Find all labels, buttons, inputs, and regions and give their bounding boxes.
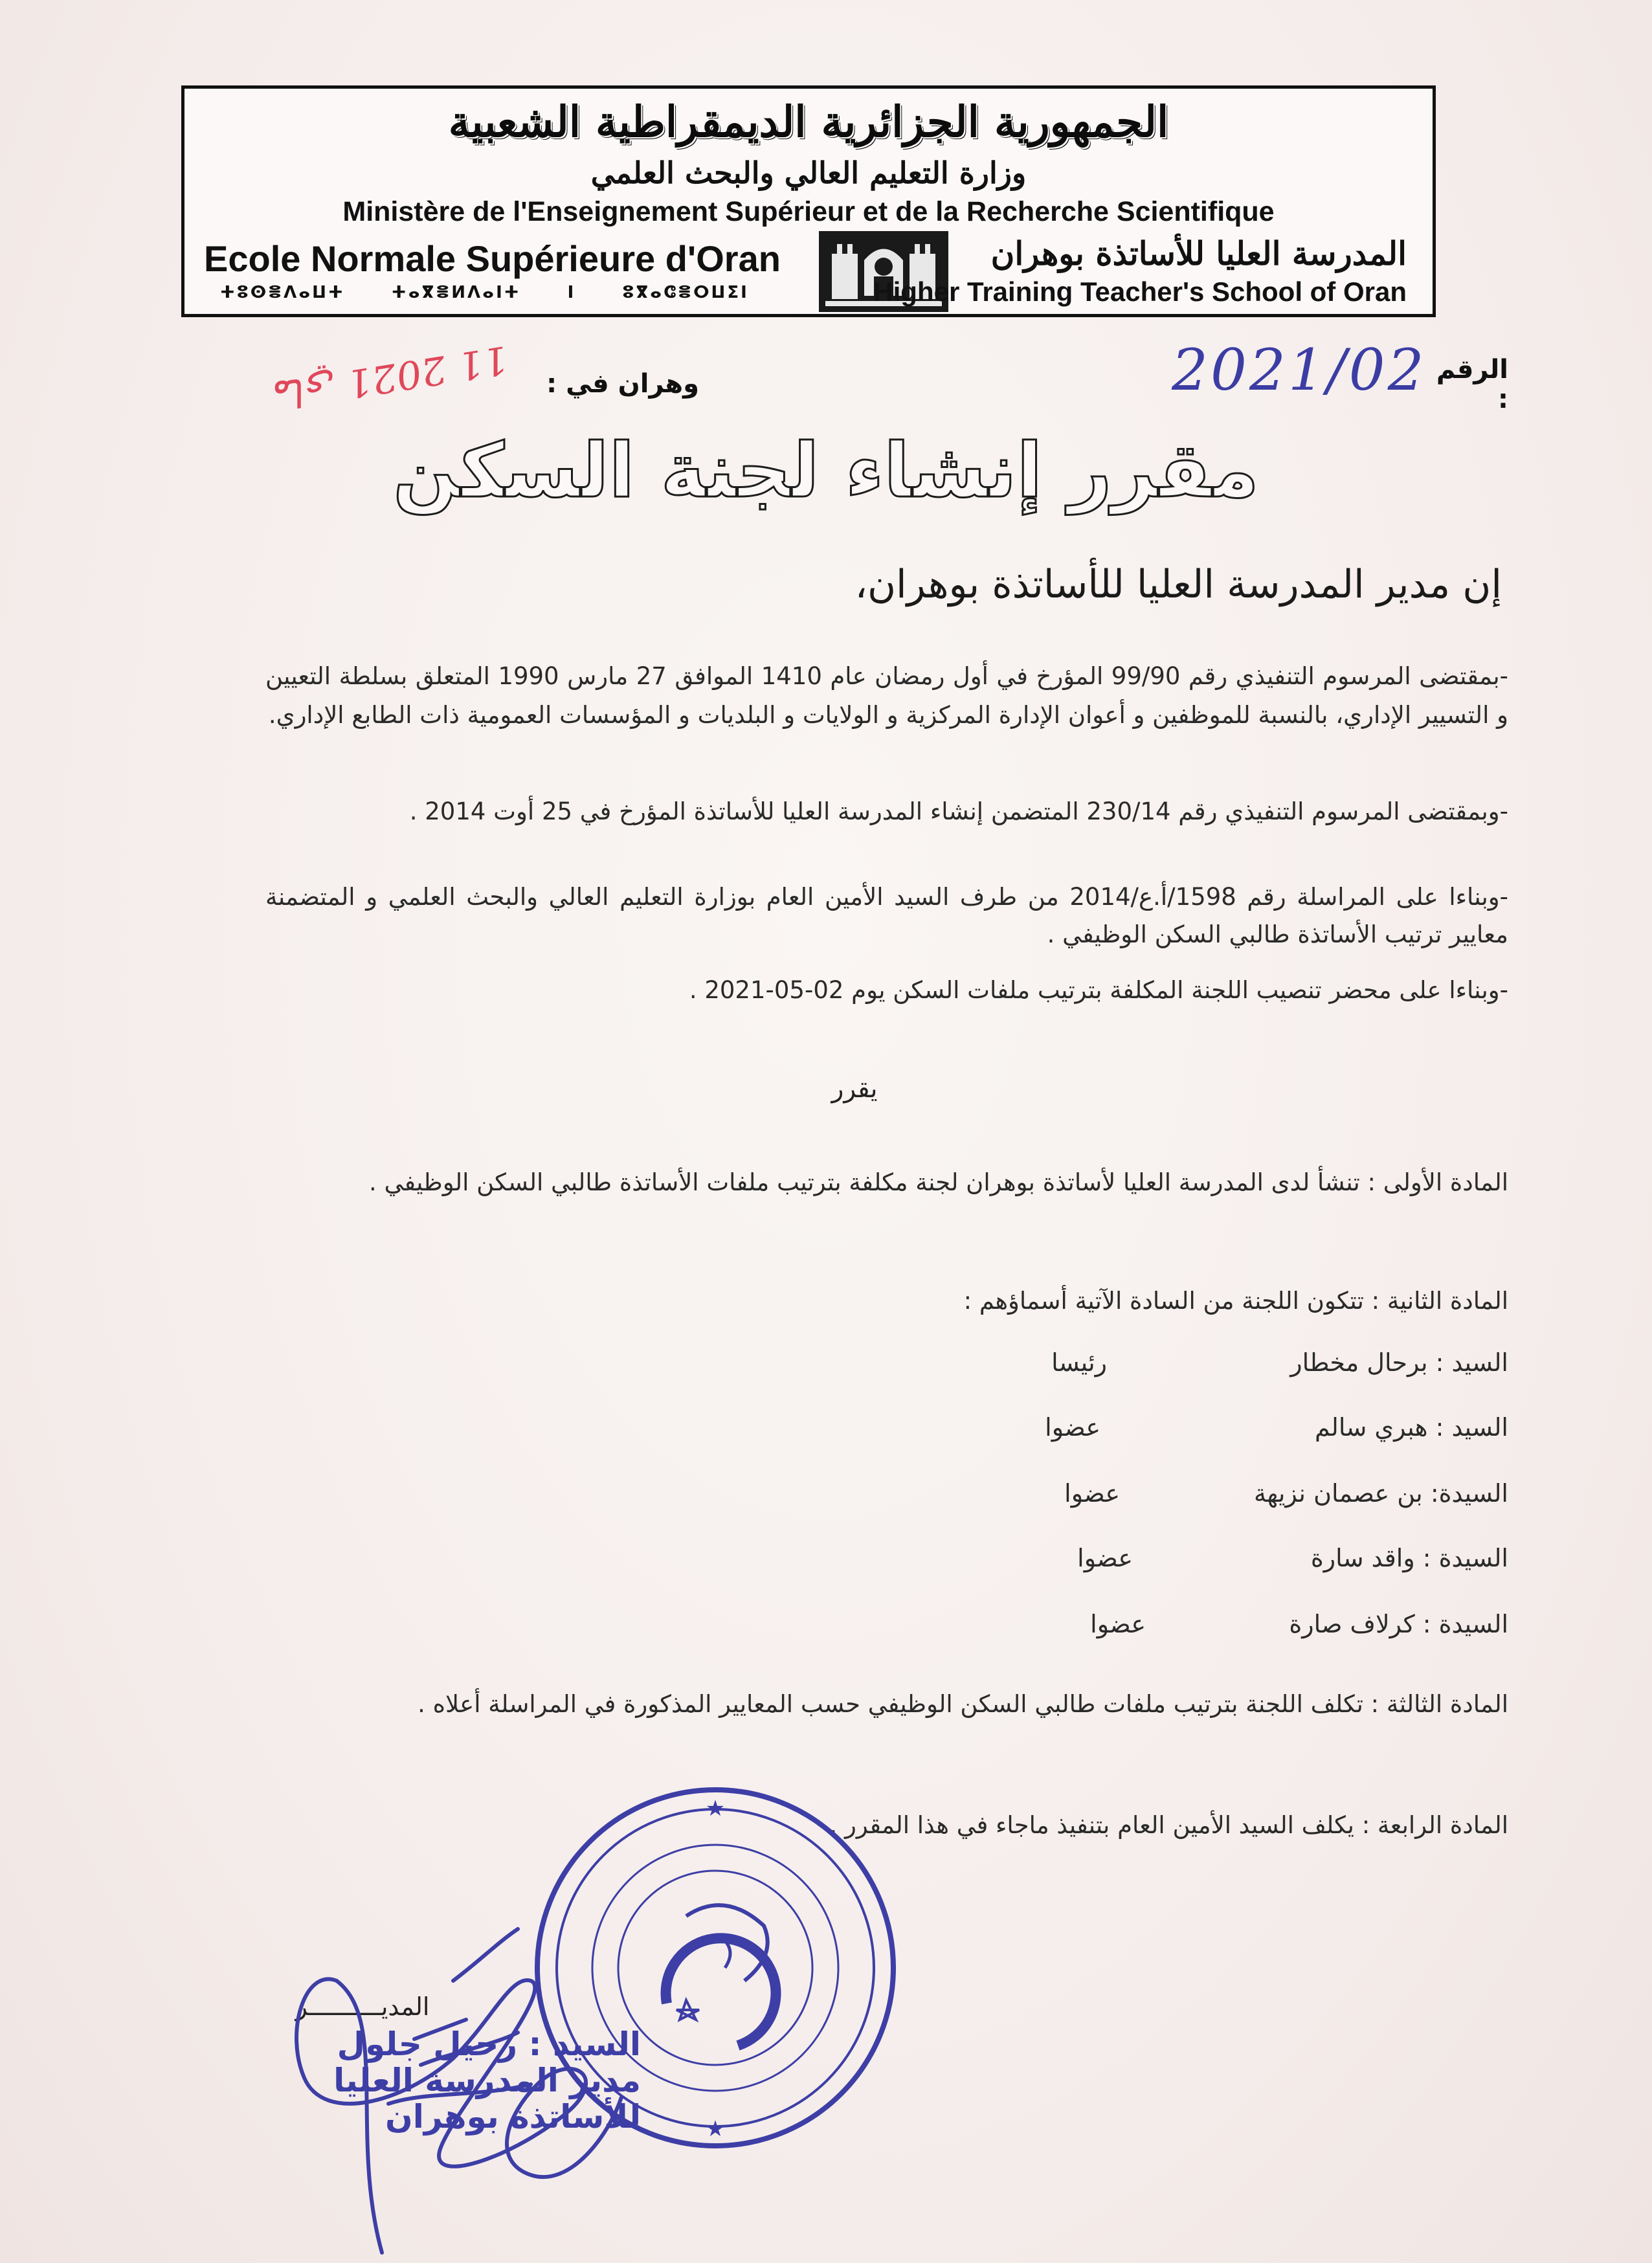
school-name-tifinagh: ⵜⵓⵙⴻⴷⴰⵡⵜ ⵜⴰⴳⴻⵍⴷⴰⵏⵜ ⵏ ⵓⴳⴰⵛⴻⵔⵡⵉⵏ	[220, 283, 749, 302]
document-title: مقرر إنشاء لجنة السكن	[393, 427, 1259, 515]
handwritten-signature-icon	[296, 1929, 621, 2253]
member-role: عضوا	[1045, 1413, 1100, 1442]
article-second: المادة الثانية : تتكون اللجنة من السادة الآتية أسماؤهم :	[963, 1287, 1508, 1315]
official-seal-icon	[537, 1790, 893, 2146]
member-name: السيد : هبري سالم	[1315, 1413, 1508, 1442]
svg-text:★: ★	[705, 1796, 726, 1822]
consideration-2: -وبمقتضى المرسوم التنفيذي رقم 230/14 المتضمن إنشاء المدرسة العليا للأساتذة المؤرخ في 25 أوت 2014 .	[409, 797, 1508, 825]
director-label: المديــــــــــر	[295, 1992, 430, 2021]
reference-label: الرقم :	[1436, 355, 1508, 414]
school-name-french: Ecole Normale Supérieure d'Oran	[204, 238, 781, 279]
consideration-3: -وبناءا على المراسلة رقم 1598/أ.ع/2014 من طرف السيد الأمين العام بوزارة التعليم العالي والبحث العلمي و المتضمنة معايير ترتيب الأساتذة طالبي السكن الوظيفي .	[265, 883, 1509, 948]
ministry-name-french: Ministère de l'Enseignement Supérieur et de la Recherche Scientifique	[342, 196, 1275, 227]
director-stamp-name: السيد : رحيل جلول	[337, 2025, 641, 2063]
member-name: السيدة: بن عصمان نزيهة	[1254, 1479, 1508, 1508]
school-name-arabic: المدرسة العليا للأساتذة بوهران	[990, 234, 1407, 273]
member-name: السيد : برحال مخطار	[1290, 1348, 1508, 1377]
date-label: وهران في :	[546, 369, 699, 399]
member-role: عضوا	[1090, 1610, 1146, 1638]
reference-number-handwritten: 2021/02	[1172, 337, 1427, 403]
consideration-4: -وبناءا على محضر تنصيب اللجنة المكلفة بترتيب ملفات السكن يوم 02-05-2021 .	[689, 976, 1508, 1004]
date-stamp: 11 ماي 2021	[272, 336, 508, 419]
issuer-line: إن مدير المدرسة العليا للأساتذة بوهران،	[854, 562, 1502, 607]
article-third: المادة الثالثة : تكلف اللجنة بترتيب ملفات طالبي السكن الوظيفي حسب المعايير المذكورة في المراسلة أعلاه .	[418, 1690, 1508, 1718]
member-role: عضوا	[1077, 1544, 1133, 1572]
director-stamp-institution: للأساتذة بوهران	[385, 2098, 641, 2135]
article-fourth: المادة الرابعة : يكلف السيد الأمين العام بتنفيذ ماجاء في هذا المقرر .	[829, 1811, 1508, 1839]
member-name: السيدة : كرلاف صارة	[1289, 1610, 1508, 1638]
decides-heading: يقرر	[831, 1075, 878, 1104]
member-name: السيدة : واقد سارة	[1310, 1544, 1508, 1572]
ministry-name-arabic: وزارة التعليم العالي والبحث العلمي	[590, 155, 1027, 190]
article-first: المادة الأولى : تنشأ لدى المدرسة العليا لأساتذة بوهران لجنة مكلفة بترتيب ملفات الأساتذة طالبي السكن الوظيفي .	[369, 1168, 1508, 1196]
republic-name-arabic: الجمهورية الجزائرية الديمقراطية الشعبية	[448, 96, 1169, 147]
director-stamp-title: مدير المدرسة العليا	[333, 2062, 641, 2099]
school-name-english: Higher Training Teacher's School of Oran	[873, 276, 1407, 307]
consideration-1: -بمقتضى المرسوم التنفيذي رقم 99/90 المؤرخ في أول رمضان عام 1410 الموافق 27 مارس 1990 المتعلق بسلطة التعيين و التسيير الإداري، بالنسبة للموظفين و أعوان الإدارة المركزية و الولايات و البلديات و المؤسسات العمومية ذات الطابع الإداري.	[265, 662, 1509, 729]
svg-text:★: ★	[705, 2116, 726, 2142]
member-role: عضوا	[1064, 1479, 1120, 1508]
member-role: رئيسا	[1051, 1348, 1107, 1377]
